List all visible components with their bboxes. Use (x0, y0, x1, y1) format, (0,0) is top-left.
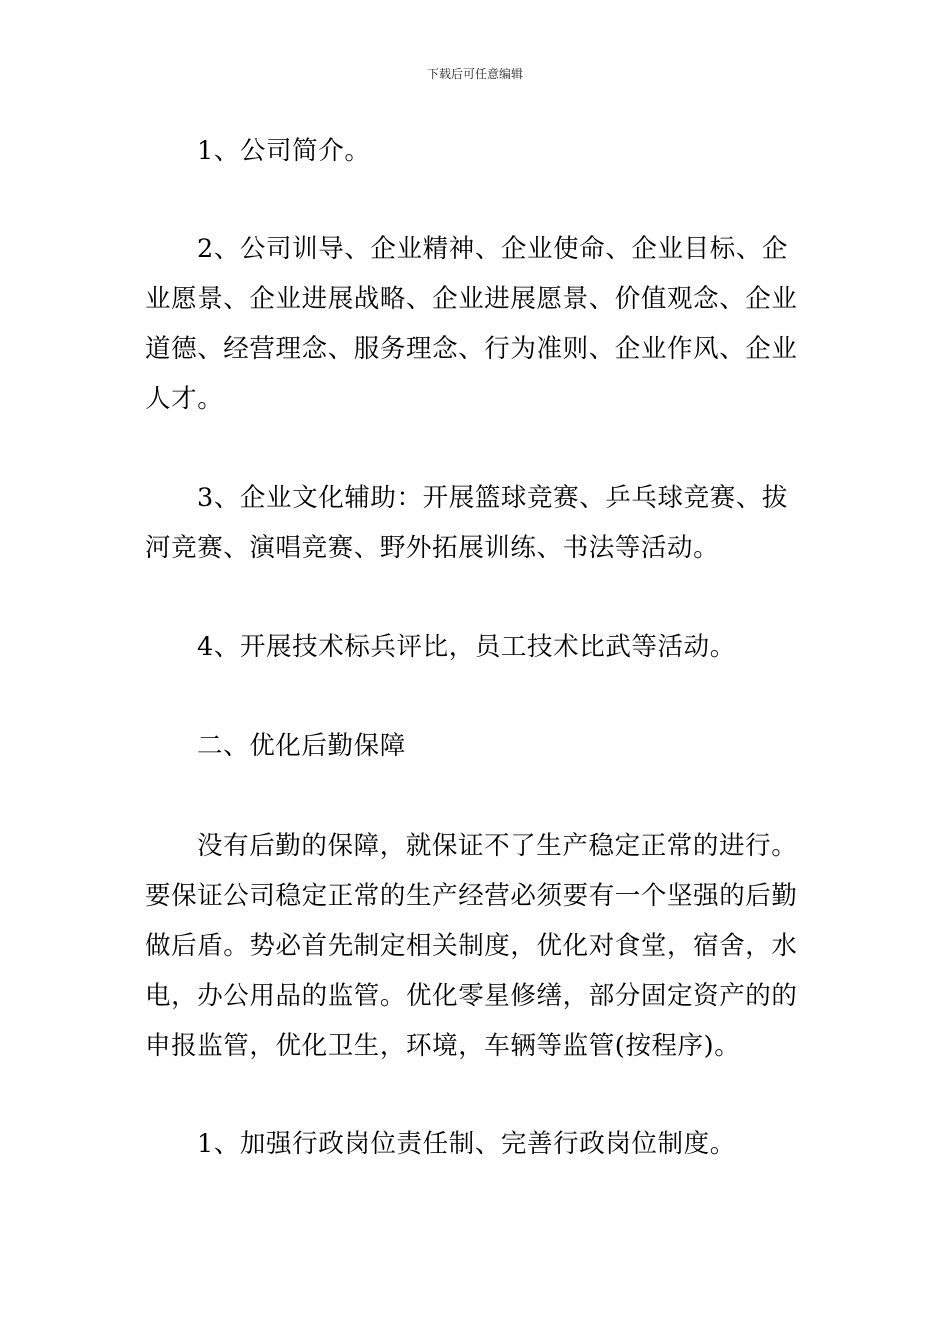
paragraph-corporate-culture-items: 2、公司训导、企业精神、企业使命、企业目标、企业愿景、企业进展战略、企业进展愿景、价值观念、企业道德、经营理念、服务理念、行为准则、企业作风、企业人才。 (145, 234, 798, 414)
paragraph-admin-responsibility: 1、加强行政岗位责任制、完善行政岗位制度。 (197, 1129, 736, 1159)
page-header: 下载后可任意编辑 (426, 67, 523, 81)
section-heading-logistics: 二、优化后勤保障 (197, 731, 406, 761)
paragraph-logistics-body: 没有后勤的保障，就保证不了生产稳定正常的进行。要保证公司稳定正常的生产经营必须要有一个坚强的后勤做后盾。势必首先制定相关制度，优化对食堂，宿舍，水电，办公用品的监管。优化零星修缮，部分固定资产的的申报监管，优化卫生，环境，车辆等监管(按程序)。 (145, 831, 798, 1061)
paragraph-company-intro: 1、公司简介。 (197, 136, 371, 166)
paragraph-skill-competition: 4、开展技术标兵评比，员工技术比武等活动。 (197, 632, 736, 662)
paragraph-culture-activities: 3、企业文化辅助：开展篮球竞赛、乒乓球竞赛、拔河竞赛、演唱竞赛、野外拓展训练、书法等活动。 (145, 483, 789, 563)
